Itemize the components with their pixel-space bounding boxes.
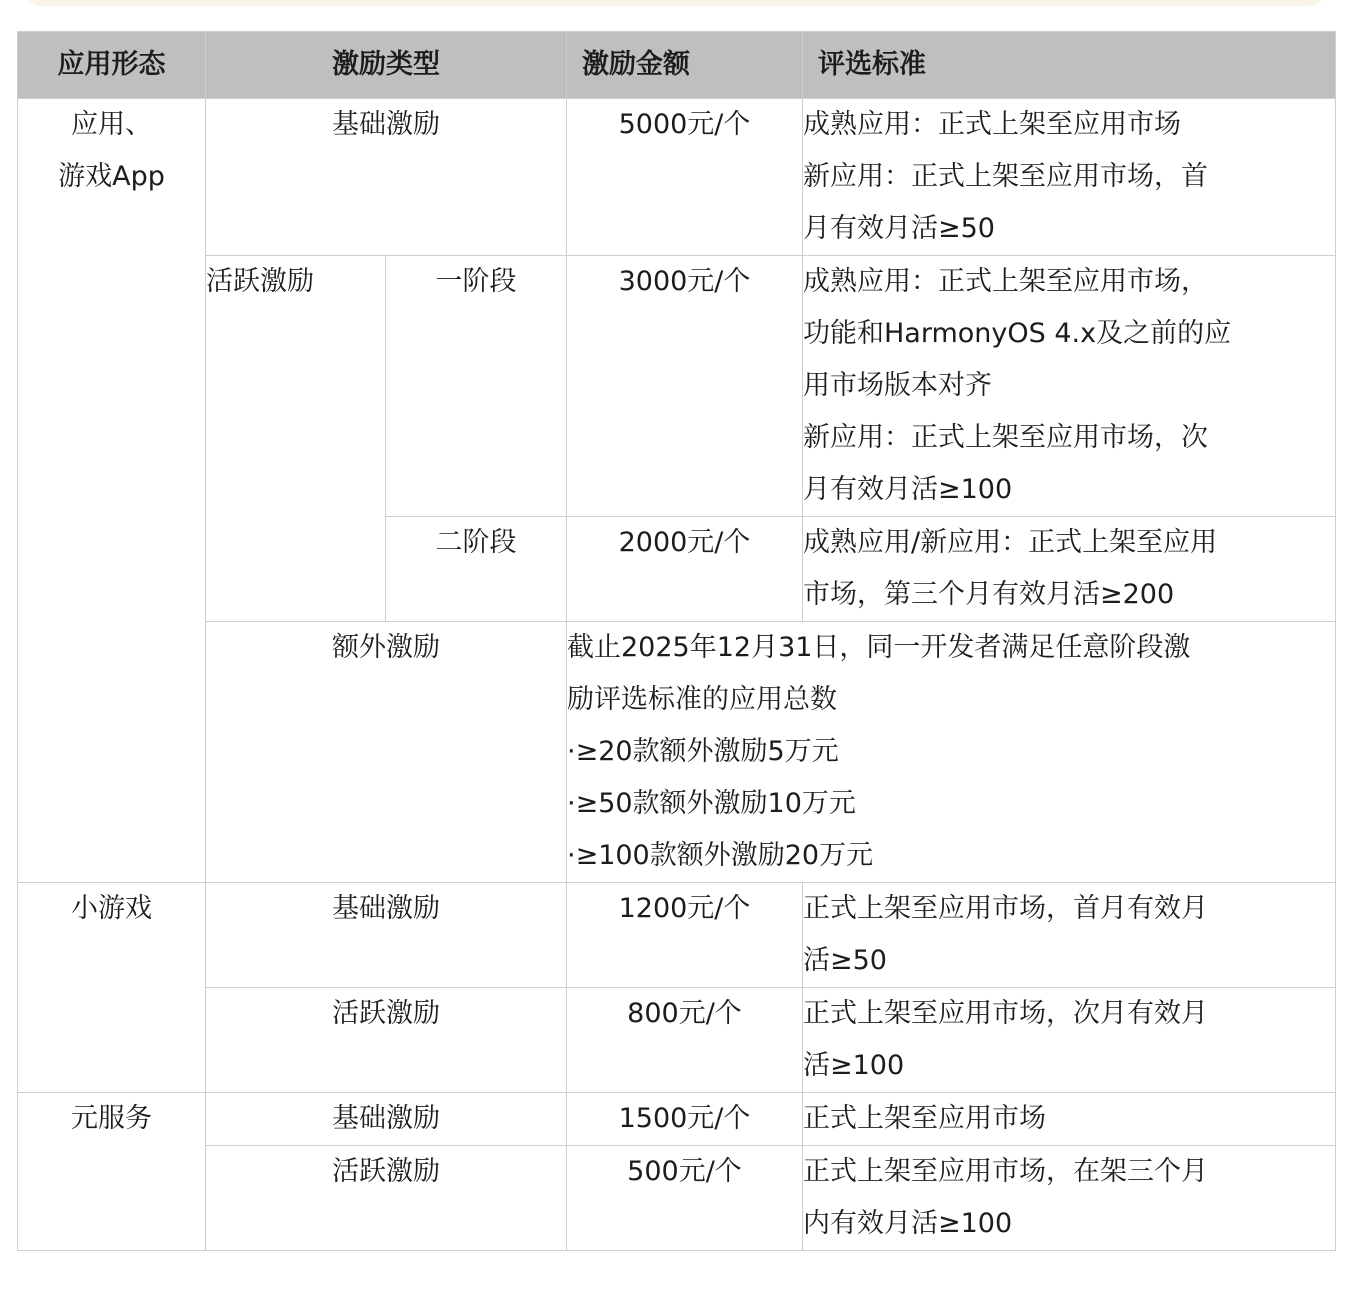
type-mini-basic: 基础激励 (206, 883, 567, 988)
extra-detail-line: ·≥20款额外激励5万元 (567, 736, 839, 767)
table-row (18, 622, 1336, 883)
amount-app-basic: 5000元/个 (567, 99, 803, 256)
table-row (18, 1093, 1336, 1146)
stage-1: 一阶段 (386, 256, 567, 517)
amount-atomic-active: 500元/个 (567, 1146, 803, 1251)
amount-mini-active: 800元/个 (567, 988, 803, 1093)
criteria-line: 正式上架至应用市场 (803, 1103, 1046, 1134)
criteria-line: 内有效月活≥100 (803, 1208, 1013, 1239)
amount-mini-basic: 1200元/个 (567, 883, 803, 988)
header-criteria: 评选标准 (803, 32, 1336, 99)
criteria-line: 活≥50 (803, 945, 887, 976)
table-header-row (18, 32, 1336, 99)
criteria-line: 月有效月活≥50 (803, 213, 995, 244)
criteria-line: 用市场版本对齐 (803, 370, 992, 401)
amount-app-stage2: 2000元/个 (567, 517, 803, 622)
type-atomic-active: 活跃激励 (206, 1146, 567, 1251)
type-app-active: 活跃激励 (206, 256, 386, 622)
criteria-line: 成熟应用：正式上架至应用市场， (803, 266, 1208, 297)
criteria-mini-active (803, 988, 1336, 1093)
form-mini-game: 小游戏 (18, 883, 206, 1093)
criteria-line: 新应用：正式上架至应用市场，次 (803, 422, 1208, 453)
extra-detail-line: 截止2025年12月31日，同一开发者满足任意阶段激 (567, 632, 1191, 663)
amount-atomic-basic: 1500元/个 (567, 1093, 803, 1146)
criteria-atomic-active (803, 1146, 1336, 1251)
form-atomic-service: 元服务 (18, 1093, 206, 1251)
criteria-line: 市场，第三个月有效月活≥200 (803, 579, 1175, 610)
type-app-basic: 基础激励 (206, 99, 567, 256)
form-app-game-line1: 应用、 (71, 109, 152, 140)
table-row (18, 256, 1336, 517)
form-app-game-line2: 游戏App (58, 161, 165, 192)
top-banner (22, 0, 1328, 6)
table-row (18, 883, 1336, 988)
type-app-extra: 额外激励 (206, 622, 567, 883)
criteria-app-stage1 (803, 256, 1336, 517)
stage-2: 二阶段 (386, 517, 567, 622)
extra-detail-line: ·≥100款额外激励20万元 (567, 840, 874, 871)
detail-app-extra (567, 622, 1336, 883)
criteria-line: 成熟应用：正式上架至应用市场 (803, 109, 1181, 140)
header-amount: 激励金额 (567, 32, 803, 99)
criteria-line: 月有效月活≥100 (803, 474, 1013, 505)
criteria-line: 正式上架至应用市场，首月有效月 (803, 893, 1208, 924)
criteria-line: 功能和HarmonyOS 4.x及之前的应 (803, 318, 1232, 349)
type-mini-active: 活跃激励 (206, 988, 567, 1093)
criteria-line: 成熟应用/新应用：正式上架至应用 (803, 527, 1218, 558)
criteria-line: 活≥100 (803, 1050, 905, 1081)
type-atomic-basic: 基础激励 (206, 1093, 567, 1146)
table-row (18, 988, 1336, 1093)
criteria-line: 正式上架至应用市场，次月有效月 (803, 998, 1208, 1029)
table-row (18, 99, 1336, 256)
criteria-atomic-basic (803, 1093, 1336, 1146)
criteria-app-basic (803, 99, 1336, 256)
criteria-mini-basic (803, 883, 1336, 988)
criteria-line: 正式上架至应用市场，在架三个月 (803, 1156, 1208, 1187)
form-app-game (18, 99, 206, 883)
header-form: 应用形态 (18, 32, 206, 99)
amount-app-stage1: 3000元/个 (567, 256, 803, 517)
criteria-app-stage2 (803, 517, 1336, 622)
extra-detail-line: ·≥50款额外激励10万元 (567, 788, 856, 819)
table-row (18, 1146, 1336, 1251)
incentive-table (17, 31, 1336, 1251)
extra-detail-line: 励评选标准的应用总数 (567, 684, 837, 715)
header-type: 激励类型 (206, 32, 567, 99)
criteria-line: 新应用：正式上架至应用市场，首 (803, 161, 1208, 192)
